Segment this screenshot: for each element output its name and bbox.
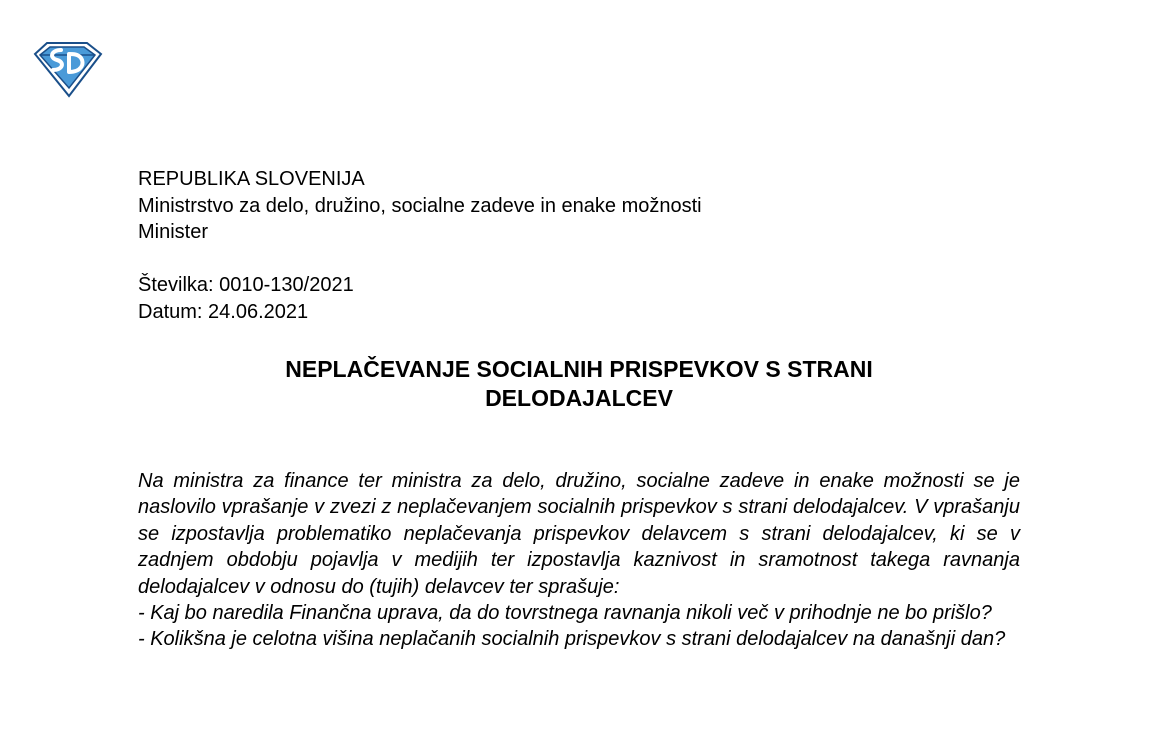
ministry-name: Ministrstvo za delo, družino, socialne zadeve in enake možnosti <box>138 194 702 217</box>
document-meta <box>138 272 354 325</box>
document-title <box>138 355 1020 413</box>
logo-icon <box>31 40 103 98</box>
title-line-1: NEPLAČEVANJE SOCIALNIH PRISPEVKOV S STRANI <box>285 356 873 382</box>
document-number: Številka: 0010-130/2021 <box>138 274 354 296</box>
document-body <box>138 468 1020 653</box>
title-line-2: DELODAJALCEV <box>485 385 673 411</box>
body-question-2: - Kolikšna je celotna višina neplačanih socialnih prispevkov s strani delodajalcev na današnji dan? <box>138 628 1006 651</box>
office-name: Minister <box>138 221 209 243</box>
document-date: Datum: 24.06.2021 <box>138 300 309 323</box>
document-header <box>138 166 702 246</box>
body-question-1: - Kaj bo naredila Finančna uprava, da do tovrstnega ravnanja nikoli več v prihodnje ne bo prišlo? <box>138 602 992 625</box>
country-name: REPUBLIKA SLOVENIJA <box>138 168 365 190</box>
body-intro-paragraph: Na ministra za finance ter ministra za delo, družino, socialne zadeve in enake možnosti se je naslovilo vprašanje v zvezi z neplačevanjem socialnih prispevkov s strani delodajalcev. V vprašanju se izpostavlja problematiko neplačevanja prispevkov delavcem s strani delodajalcev, ki se v zadnjem obdobju pojavlja v medijih ter izpostavlja kaznivost in sramotnost takega ravnanja delodajalcev v odnosu do (tujih) delavcev ter sprašuje: <box>138 470 1020 598</box>
